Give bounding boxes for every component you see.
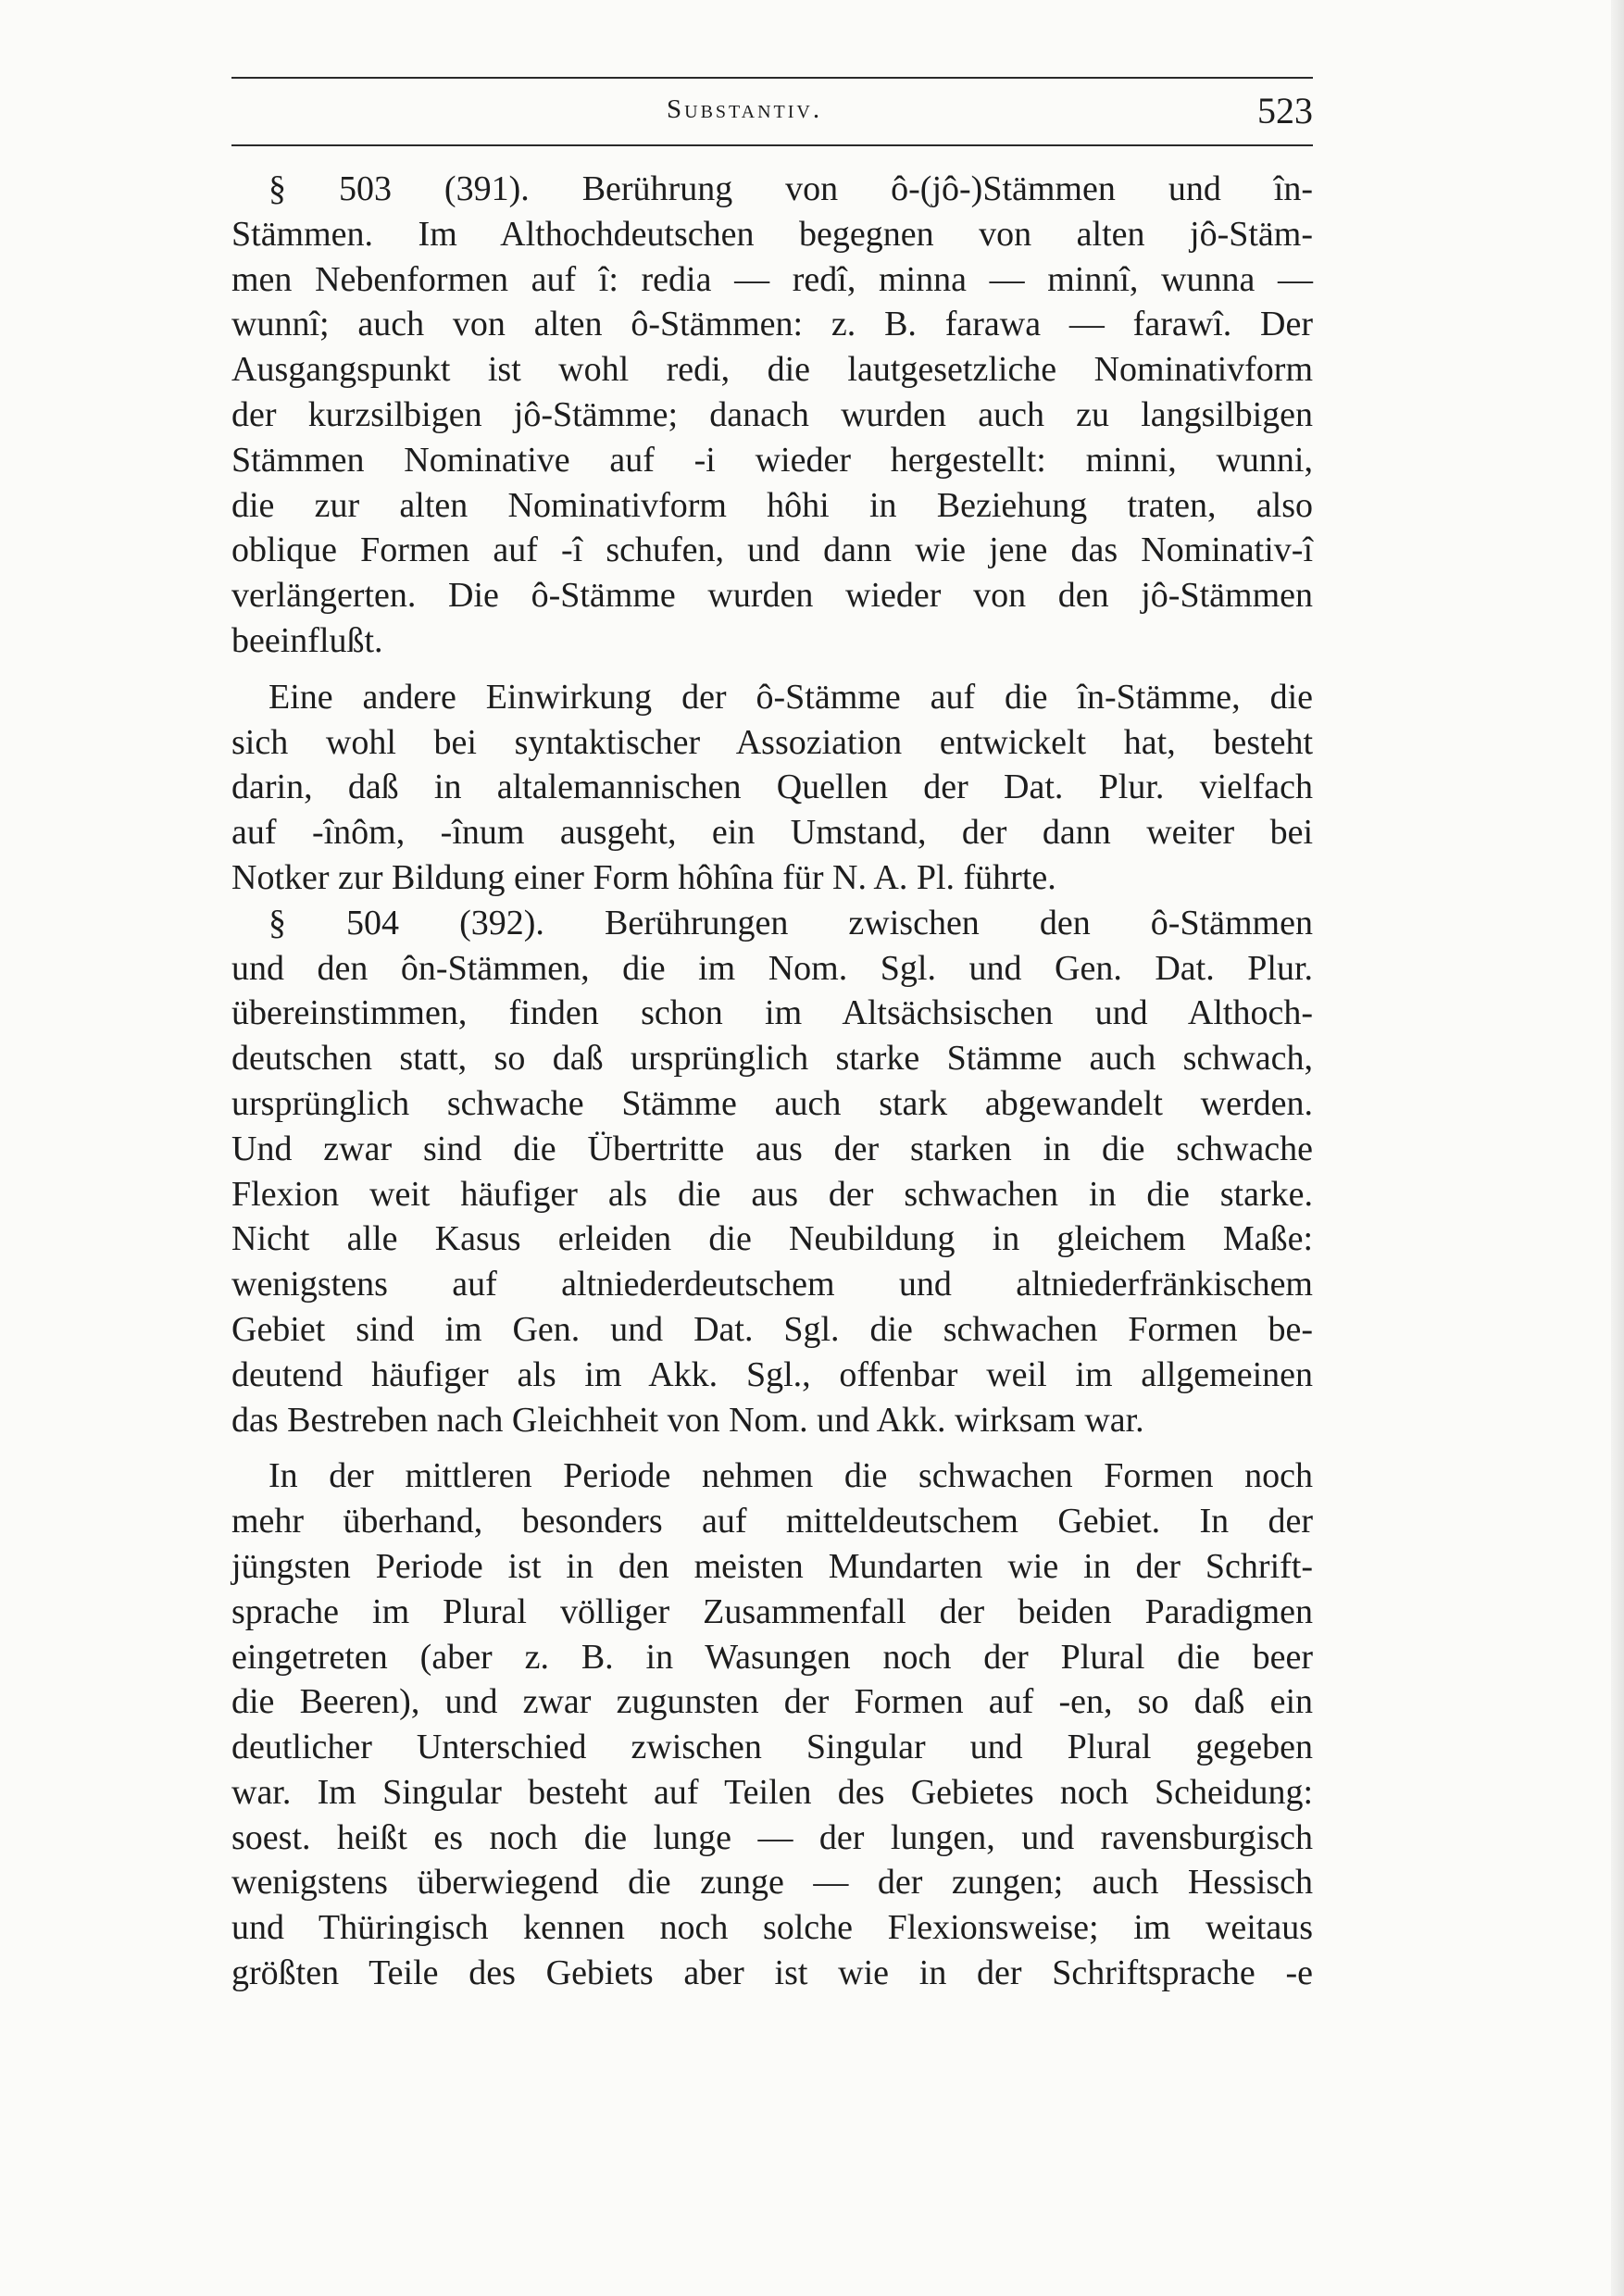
text-line: deutlicher Unterschied zwischen Singular und Plural gegeben	[231, 1728, 1313, 1767]
header-rule-bottom	[231, 144, 1313, 146]
text-line: Und zwar sind die Übertritte aus der starken in die schwache	[231, 1129, 1313, 1168]
text-line: wenigstens auf altniederdeutschem und altniederfränkischem	[231, 1265, 1313, 1304]
paragraph-gap	[231, 1442, 1313, 1454]
text-line: größten Teile des Gebiets aber ist wie in der Schriftsprache -e	[231, 1953, 1313, 1993]
text-line: Nicht alle Kasus erleiden die Neubildung in gleichem Maße:	[231, 1219, 1313, 1259]
text-line: soest. heißt es noch die lunge — der lungen, und ravensburgisch	[231, 1817, 1313, 1857]
text-line: Notker zur Bildung einer Form hôhîna für N. A. Pl. führte.	[231, 857, 1056, 897]
header-rule-top	[231, 77, 1313, 79]
text-line: jüngsten Periode ist in den meisten Mundarten wie in der Schrift-	[231, 1546, 1313, 1586]
text-line: Stämmen. Im Althochdeutschen begegnen von alten jô-Stäm-	[231, 214, 1313, 254]
text-line: sprache im Plural völliger Zusammenfall der beiden Paradigmen	[231, 1591, 1313, 1631]
text-line: mehr überhand, besonders auf mitteldeutschem Gebiet. In der	[231, 1502, 1313, 1541]
text-line: sich wohl bei syntaktischer Assoziation entwickelt hat, besteht	[231, 722, 1313, 762]
paragraph-gap	[231, 664, 1313, 675]
running-head: Substantiv.	[667, 94, 823, 124]
text-line: Gebiet sind im Gen. und Dat. Sgl. die schwachen Formen be-	[231, 1309, 1313, 1349]
text-line: deutend häufiger als im Akk. Sgl., offenbar weil im allgemeinen	[231, 1354, 1313, 1394]
text-line: oblique Formen auf -î schufen, und dann wie jene das Nominativ-î	[231, 530, 1313, 570]
text-line: In der mittleren Periode nehmen die schwachen Formen noch	[269, 1456, 1313, 1496]
body-text	[231, 167, 1313, 1996]
text-line: der kurzsilbigen jô-Stämme; danach wurden auch zu langsilbigen	[231, 394, 1313, 434]
text-line: war. Im Singular besteht auf Teilen des Gebietes noch Scheidung:	[231, 1772, 1313, 1812]
text-line: Flexion weit häufiger als die aus der schwachen in die starke.	[231, 1174, 1313, 1214]
text-line: deutschen statt, so daß ursprünglich starke Stämme auch schwach,	[231, 1039, 1313, 1079]
page-number: 523	[1257, 90, 1313, 131]
text-line: wenigstens überwiegend die zunge — der zungen; auch Hessisch	[231, 1863, 1313, 1903]
text-line: § 504 (392). Berührungen zwischen den ô-Stämmen	[269, 903, 1313, 942]
text-line: eingetreten (aber z. B. in Wasungen noch der Plural die beer	[231, 1637, 1313, 1677]
page-edge-shadow	[1611, 0, 1624, 2296]
text-line: und Thüringisch kennen noch solche Flexionsweise; im weitaus	[231, 1908, 1313, 1948]
text-line: Ausgangspunkt ist wohl redi, die lautgesetzliche Nominativform	[231, 350, 1313, 390]
text-line: auf -înôm, -înum ausgeht, ein Umstand, der dann weiter bei	[231, 813, 1313, 853]
text-line: verlängerten. Die ô-Stämme wurden wieder von den jô-Stämmen	[231, 576, 1313, 616]
text-line: die zur alten Nominativform hôhi in Beziehung traten, also	[231, 485, 1313, 525]
text-line: die Beeren), und zwar zugunsten der Formen auf -en, so daß ein	[231, 1682, 1313, 1722]
text-line: wunnî; auch von alten ô-Stämmen: z. B. farawa — farawî. Der	[231, 305, 1313, 344]
page-header	[231, 85, 1313, 141]
text-line: das Bestreben nach Gleichheit von Nom. und Akk. wirksam war.	[231, 1400, 1144, 1440]
text-line: beeinflußt.	[231, 620, 383, 660]
text-line: und den ôn-Stämmen, die im Nom. Sgl. und Gen. Dat. Plur.	[231, 948, 1313, 988]
text-line: ursprünglich schwache Stämme auch stark abgewandelt werden.	[231, 1083, 1313, 1123]
text-line: darin, daß in altalemannischen Quellen der Dat. Plur. vielfach	[231, 767, 1313, 807]
text-line: men Nebenformen auf î: redia — redî, minna — minnî, wunna —	[231, 259, 1313, 299]
text-line: § 503 (391). Berührung von ô-(jô-)Stämmen und în-	[269, 169, 1313, 208]
text-line: Stämmen Nominative auf -i wieder hergestellt: minni, wunni,	[231, 440, 1313, 480]
text-line: übereinstimmen, finden schon im Altsächsischen und Althoch-	[231, 993, 1313, 1033]
text-line: Eine andere Einwirkung der ô-Stämme auf die în-Stämme, die	[269, 677, 1313, 717]
